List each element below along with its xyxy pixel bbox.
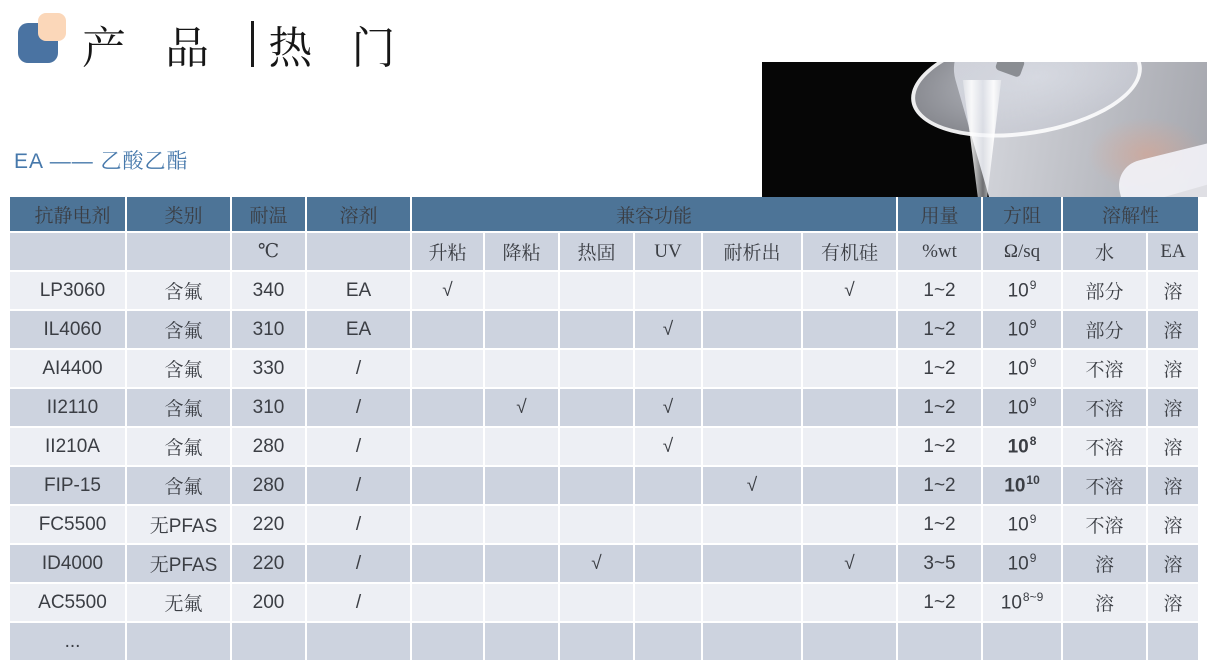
logo-peach-square-icon [38,13,66,41]
cell-solvent: / [307,350,410,387]
cell-resistance [983,311,1061,348]
cell-compat-3 [560,623,633,660]
column-header-3: 耐温 [232,197,305,231]
cell-compat-1 [412,467,483,504]
cell-compat-1 [412,428,483,465]
column-header-7: 方阻 [983,197,1061,231]
cell-category [127,623,230,660]
cell-ea-solubility: 溶 [1148,467,1198,504]
title-right: 热 门 [268,24,410,73]
cell-resistance [983,272,1061,309]
cell-category: 无氟 [127,584,230,621]
subheader-cell-12: Ω/sq [983,233,1061,270]
cell-compat-2: √ [485,389,558,426]
cell-compat-5 [703,350,801,387]
cell-name: FIP-15 [10,467,125,504]
cell-solvent: / [307,467,410,504]
resistance-value: $10^9$ [1007,394,1037,419]
cell-compat-4 [635,506,701,543]
cell-ea-solubility: 溶 [1148,272,1198,309]
cell-compat-3 [560,389,633,426]
cell-water-solubility: 不溶 [1063,350,1146,387]
cell-compat-3 [560,272,633,309]
cell-compat-6 [803,389,896,426]
cell-category: 含氟 [127,389,230,426]
subheader-cell-4 [307,233,410,270]
section-subtitle: EA —— 乙酸乙酯 [14,150,189,173]
subheader-cell-10: 有机硅 [803,233,896,270]
cell-compat-1: √ [412,272,483,309]
cell-compat-3 [560,311,633,348]
product-table [10,197,1198,660]
cell-solvent: / [307,506,410,543]
cell-compat-3 [560,467,633,504]
cell-temp: 200 [232,584,305,621]
cell-compat-4 [635,545,701,582]
resistance-value: $10^9$ [1007,550,1037,575]
cell-compat-5 [703,311,801,348]
subheader-cell-1 [10,233,125,270]
cell-category: 含氟 [127,467,230,504]
cell-compat-1 [412,545,483,582]
cell-ea-solubility: 溶 [1148,545,1198,582]
cell-compat-2 [485,467,558,504]
cell-ea-solubility: 溶 [1148,428,1198,465]
column-header-8: 溶解性 [1063,197,1198,231]
cell-compat-3 [560,428,633,465]
subheader-cell-14: EA [1148,233,1198,270]
cell-water-solubility: 不溶 [1063,506,1146,543]
cell-category: 含氟 [127,311,230,348]
cell-water-solubility [1063,623,1146,660]
cell-compat-6 [803,506,896,543]
resistance-value: $10^{10}$ [1004,472,1040,497]
cell-resistance [983,350,1061,387]
cell-name: ... [10,623,125,660]
cell-temp: 330 [232,350,305,387]
subheader-cell-8: UV [635,233,701,270]
resistance-value: $10^{8\sim 9}$ [1000,589,1044,614]
cell-compat-5 [703,545,801,582]
cell-compat-4 [635,272,701,309]
column-header-2: 类别 [127,197,230,231]
cell-resistance [983,506,1061,543]
cell-compat-2 [485,623,558,660]
cell-compat-2 [485,311,558,348]
cell-compat-1 [412,311,483,348]
cell-compat-4: √ [635,389,701,426]
cell-water-solubility: 不溶 [1063,428,1146,465]
cell-resistance [983,623,1061,660]
subheader-cell-11: %wt [898,233,981,270]
cell-compat-1 [412,584,483,621]
cell-temp: 280 [232,428,305,465]
cell-compat-6 [803,311,896,348]
cell-compat-3 [560,350,633,387]
cell-dosage: 1~2 [898,584,981,621]
cell-ea-solubility: 溶 [1148,584,1198,621]
cell-ea-solubility: 溶 [1148,389,1198,426]
column-header-5: 兼容功能 [412,197,896,231]
cell-resistance [983,428,1061,465]
subheader-cell-2 [127,233,230,270]
resistance-value: $10^9$ [1007,277,1037,302]
subheader-cell-3: ℃ [232,233,305,270]
cell-compat-1 [412,506,483,543]
cell-name: LP3060 [10,272,125,309]
cell-category: 无PFAS [127,506,230,543]
cell-name: AC5500 [10,584,125,621]
cell-compat-3 [560,584,633,621]
cell-compat-1 [412,350,483,387]
cell-compat-4 [635,467,701,504]
cell-resistance [983,389,1061,426]
cell-temp: 310 [232,389,305,426]
cell-category: 含氟 [127,272,230,309]
subheader-cell-6: 降粘 [485,233,558,270]
cell-water-solubility: 溶 [1063,584,1146,621]
cell-compat-3 [560,506,633,543]
cell-compat-5: √ [703,467,801,504]
cell-compat-4 [635,350,701,387]
cell-ea-solubility: 溶 [1148,311,1198,348]
cell-solvent: / [307,389,410,426]
cell-temp: 220 [232,545,305,582]
title-divider [251,21,254,67]
cell-compat-5 [703,389,801,426]
cell-compat-6 [803,350,896,387]
cell-water-solubility: 不溶 [1063,389,1146,426]
cell-compat-2 [485,272,558,309]
cell-water-solubility: 不溶 [1063,467,1146,504]
cell-compat-2 [485,506,558,543]
cell-resistance [983,584,1061,621]
resistance-value: $10^9$ [1007,316,1037,341]
cell-water-solubility: 溶 [1063,545,1146,582]
cell-name: ID4000 [10,545,125,582]
cell-compat-6 [803,467,896,504]
resistance-value: $10^8$ [1007,433,1037,458]
cell-compat-5 [703,272,801,309]
resistance-value: $10^9$ [1007,511,1037,536]
cell-dosage: 1~2 [898,467,981,504]
cell-resistance [983,467,1061,504]
cell-resistance [983,545,1061,582]
cell-temp: 280 [232,467,305,504]
cell-name: II210A [10,428,125,465]
cell-compat-6: √ [803,272,896,309]
cell-temp [232,623,305,660]
subheader-cell-9: 耐析出 [703,233,801,270]
cell-compat-6 [803,623,896,660]
cell-dosage: 1~2 [898,350,981,387]
logo [16,10,72,66]
cell-ea-solubility: 溶 [1148,350,1198,387]
cell-temp: 340 [232,272,305,309]
cell-compat-6 [803,584,896,621]
subheader-cell-5: 升粘 [412,233,483,270]
cell-solvent: / [307,428,410,465]
title-left: 产 品 [82,24,224,73]
column-header-6: 用量 [898,197,981,231]
cell-name: IL4060 [10,311,125,348]
cell-ea-solubility [1148,623,1198,660]
cell-compat-2 [485,350,558,387]
cell-dosage: 1~2 [898,272,981,309]
cell-temp: 310 [232,311,305,348]
cell-solvent: / [307,545,410,582]
subheader-cell-13: 水 [1063,233,1146,270]
cell-dosage: 1~2 [898,389,981,426]
cell-compat-4: √ [635,428,701,465]
cell-solvent [307,623,410,660]
cell-compat-5 [703,584,801,621]
cell-dosage: 1~2 [898,311,981,348]
cell-compat-4 [635,584,701,621]
cell-temp: 220 [232,506,305,543]
cell-dosage [898,623,981,660]
subheader-cell-7: 热固 [560,233,633,270]
cell-ea-solubility: 溶 [1148,506,1198,543]
cell-compat-5 [703,428,801,465]
page-title [82,12,410,76]
cell-compat-4 [635,623,701,660]
cell-category: 含氟 [127,428,230,465]
cell-compat-6 [803,428,896,465]
cell-compat-3: √ [560,545,633,582]
product-photo [762,62,1207,197]
column-header-1: 抗静电剂 [10,197,125,231]
cell-water-solubility: 部分 [1063,272,1146,309]
resistance-value: $10^9$ [1007,355,1037,380]
cell-dosage: 1~2 [898,428,981,465]
cell-solvent: EA [307,311,410,348]
cell-category: 无PFAS [127,545,230,582]
column-header-4: 溶剂 [307,197,410,231]
cell-compat-2 [485,428,558,465]
cell-compat-5 [703,506,801,543]
cell-compat-2 [485,545,558,582]
cell-compat-1 [412,623,483,660]
cell-category: 含氟 [127,350,230,387]
cell-name: FC5500 [10,506,125,543]
cell-compat-5 [703,623,801,660]
cell-name: II2110 [10,389,125,426]
cell-water-solubility: 部分 [1063,311,1146,348]
cell-compat-1 [412,389,483,426]
cell-compat-4: √ [635,311,701,348]
cell-compat-2 [485,584,558,621]
cell-solvent: EA [307,272,410,309]
cell-dosage: 1~2 [898,506,981,543]
cell-compat-6: √ [803,545,896,582]
cell-solvent: / [307,584,410,621]
cell-name: AI4400 [10,350,125,387]
cell-dosage: 3~5 [898,545,981,582]
